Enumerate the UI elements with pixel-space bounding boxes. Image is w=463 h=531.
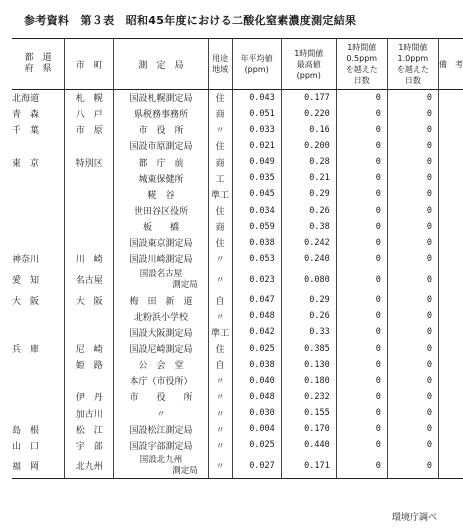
- hourly-max-cell: 0.29: [281, 186, 336, 202]
- header-station: 測 定 局: [114, 39, 209, 90]
- prefecture-cell: 東 京: [12, 158, 40, 169]
- annual-average-cell: 0.043: [232, 90, 281, 106]
- hourly-max-cell: 0.29: [281, 292, 336, 308]
- days-over-05-cell: 0: [336, 437, 387, 453]
- days-over-05-cell: 0: [336, 308, 387, 324]
- station-name-line1: 国設北九州: [139, 454, 183, 465]
- prefecture-cell: 北海道: [12, 94, 40, 105]
- days-over-05-cell: 0: [336, 267, 387, 292]
- city-cell: 北九州: [65, 453, 114, 478]
- header-use-zone: 用途 地域: [208, 39, 232, 90]
- remarks-cell: [438, 308, 463, 324]
- days-over-05-cell: 0: [336, 373, 387, 389]
- station-cell: 国設東京測定局: [114, 235, 209, 251]
- document-title: 参考資料 第３表 昭和45年度における二酸化窒素濃度測定結果: [24, 14, 357, 27]
- annual-average-cell: 0.045: [232, 186, 281, 202]
- days-over-10-cell: 0: [387, 170, 438, 186]
- remarks-cell: [438, 251, 463, 267]
- station-cell: 国設松江測定局: [114, 421, 209, 437]
- header-city: 市 町: [65, 39, 114, 90]
- annual-average-cell: 0.038: [232, 357, 281, 373]
- annual-average-cell: 0.027: [232, 453, 281, 478]
- days-over-10-cell: 0: [387, 437, 438, 453]
- city-cell: [65, 308, 114, 324]
- station-cell: 国設宇部測定局: [114, 437, 209, 453]
- city-cell: 松 江: [65, 421, 114, 437]
- remarks-cell: [438, 235, 463, 251]
- table-row: [12, 267, 463, 292]
- remarks-cell: [438, 405, 463, 421]
- hourly-max-cell: 0.130: [281, 357, 336, 373]
- city-cell: 大 阪: [65, 292, 114, 308]
- prefecture-cell: 千 葉: [12, 126, 40, 137]
- remarks-cell: [438, 138, 463, 154]
- days-over-10-cell: 0: [387, 373, 438, 389]
- city-cell: [65, 202, 114, 218]
- days-over-10-cell: 0: [387, 421, 438, 437]
- prefecture-cell: 神奈川: [12, 255, 40, 266]
- station-cell: 市 役 所: [114, 122, 209, 138]
- use-zone-cell: 〃: [208, 389, 232, 405]
- prefecture-cell: [12, 219, 65, 235]
- station-name-line2: 測定局: [172, 279, 198, 290]
- days-over-10-cell: 0: [387, 340, 438, 356]
- use-zone-cell: 〃: [208, 405, 232, 421]
- city-cell: 川 崎: [65, 251, 114, 267]
- prefecture-cell: [12, 186, 65, 202]
- days-over-05-cell: 0: [336, 138, 387, 154]
- station-cell: 板 橋: [114, 219, 209, 235]
- hourly-max-cell: 0.38: [281, 219, 336, 235]
- prefecture-cell: [12, 170, 65, 186]
- use-zone-cell: 準工: [208, 186, 232, 202]
- hourly-max-cell: 0.385: [281, 340, 336, 356]
- station-cell: 市 役 所: [114, 389, 209, 405]
- annual-average-cell: 0.059: [232, 219, 281, 235]
- station-cell: 国設市原測定局: [114, 138, 209, 154]
- prefecture-cell: [12, 357, 65, 373]
- use-zone-cell: 〃: [208, 453, 232, 478]
- station-cell: 糀 谷: [114, 186, 209, 202]
- annual-average-cell: 0.048: [232, 308, 281, 324]
- annual-average-cell: 0.023: [232, 267, 281, 292]
- station-cell: 都 庁 前: [114, 154, 209, 170]
- days-over-10-cell: 0: [387, 106, 438, 122]
- table-row: [12, 405, 463, 421]
- hourly-max-cell: 0.33: [281, 324, 336, 340]
- hourly-max-cell: 0.155: [281, 405, 336, 421]
- station-cell: 公 会 堂: [114, 357, 209, 373]
- annual-average-cell: 0.042: [232, 324, 281, 340]
- hourly-max-cell: 0.080: [281, 267, 336, 292]
- use-zone-cell: 〃: [208, 251, 232, 267]
- city-cell: [65, 138, 114, 154]
- annual-average-cell: 0.051: [232, 106, 281, 122]
- table-row: [12, 138, 463, 154]
- station-cell: 本庁（市役所）: [114, 373, 209, 389]
- days-over-05-cell: 0: [336, 340, 387, 356]
- remarks-cell: [438, 267, 463, 292]
- remarks-cell: [438, 373, 463, 389]
- hourly-max-cell: 0.26: [281, 202, 336, 218]
- days-over-05-cell: 0: [336, 292, 387, 308]
- prefecture-cell: [12, 373, 65, 389]
- station-cell: 国設尼崎測定局: [114, 340, 209, 356]
- use-zone-cell: 住: [208, 202, 232, 218]
- hourly-max-cell: 0.242: [281, 235, 336, 251]
- use-zone-cell: 工: [208, 170, 232, 186]
- remarks-cell: [438, 421, 463, 437]
- prefecture-cell: 島 根: [12, 425, 40, 436]
- remarks-cell: [438, 389, 463, 405]
- city-cell: [65, 235, 114, 251]
- prefecture-cell: [12, 138, 65, 154]
- hourly-max-cell: 0.440: [281, 437, 336, 453]
- use-zone-cell: 〃: [208, 421, 232, 437]
- station-cell: 国設大阪測定局: [114, 324, 209, 340]
- prefecture-cell: 愛 知: [12, 276, 40, 287]
- table-row: [12, 154, 463, 170]
- days-over-10-cell: 0: [387, 235, 438, 251]
- table-row: [12, 373, 463, 389]
- days-over-05-cell: 0: [336, 405, 387, 421]
- use-zone-cell: 住: [208, 235, 232, 251]
- hourly-max-cell: 0.240: [281, 251, 336, 267]
- days-over-05-cell: 0: [336, 202, 387, 218]
- prefecture-cell: 兵 庫: [12, 345, 40, 356]
- header-annual-average: 年平均値 (ppm): [232, 39, 281, 90]
- days-over-10-cell: 0: [387, 138, 438, 154]
- hourly-max-cell: 0.171: [281, 453, 336, 478]
- city-cell: [65, 219, 114, 235]
- city-cell: 姫 路: [65, 357, 114, 373]
- days-over-05-cell: 0: [336, 106, 387, 122]
- annual-average-cell: 0.021: [232, 138, 281, 154]
- remarks-cell: [438, 170, 463, 186]
- hourly-max-cell: 0.220: [281, 106, 336, 122]
- use-zone-cell: 商: [208, 154, 232, 170]
- annual-average-cell: 0.049: [232, 154, 281, 170]
- days-over-10-cell: 0: [387, 202, 438, 218]
- days-over-05-cell: 0: [336, 389, 387, 405]
- city-cell: 八 戸: [65, 106, 114, 122]
- use-zone-cell: 商: [208, 219, 232, 235]
- days-over-10-cell: 0: [387, 186, 438, 202]
- days-over-10-cell: 0: [387, 90, 438, 106]
- use-zone-cell: 商: [208, 106, 232, 122]
- use-zone-cell: 準工: [208, 324, 232, 340]
- table-row: [12, 453, 463, 478]
- station-cell: 〃: [114, 405, 209, 421]
- station-cell: [114, 267, 209, 292]
- table-row: [12, 389, 463, 405]
- city-cell: 名古屋: [65, 267, 114, 292]
- city-cell: [65, 186, 114, 202]
- days-over-05-cell: 0: [336, 154, 387, 170]
- hourly-max-cell: 0.170: [281, 421, 336, 437]
- annual-average-cell: 0.040: [232, 373, 281, 389]
- city-cell: 伊 丹: [65, 389, 114, 405]
- table-body: [12, 90, 463, 479]
- header-hourly-max: 1時間値 最高値 (ppm): [281, 39, 336, 90]
- station-cell: 国設川崎測定局: [114, 251, 209, 267]
- remarks-cell: [438, 453, 463, 478]
- remarks-cell: [438, 292, 463, 308]
- days-over-10-cell: 0: [387, 389, 438, 405]
- table-row: [12, 324, 463, 340]
- days-over-05-cell: 0: [336, 421, 387, 437]
- table-row: [12, 357, 463, 373]
- station-cell: 国設札幌測定局: [114, 90, 209, 106]
- table-row: [12, 219, 463, 235]
- prefecture-cell: 大 阪: [12, 296, 40, 307]
- city-cell: 特別区: [65, 154, 114, 170]
- table-row: [12, 437, 463, 453]
- hourly-max-cell: 0.28: [281, 154, 336, 170]
- hourly-max-cell: 0.16: [281, 122, 336, 138]
- days-over-10-cell: 0: [387, 122, 438, 138]
- table-header-row: [12, 39, 463, 90]
- prefecture-cell: [12, 405, 65, 421]
- use-zone-cell: 〃: [208, 437, 232, 453]
- use-zone-cell: 〃: [208, 267, 232, 292]
- annual-average-cell: 0.035: [232, 170, 281, 186]
- days-over-10-cell: 0: [387, 251, 438, 267]
- annual-average-cell: 0.025: [232, 340, 281, 356]
- table-row: [12, 251, 463, 267]
- annual-average-cell: 0.038: [232, 235, 281, 251]
- hourly-max-cell: 0.232: [281, 389, 336, 405]
- hourly-max-cell: 0.180: [281, 373, 336, 389]
- prefecture-cell: [12, 235, 65, 251]
- city-cell: [65, 373, 114, 389]
- days-over-05-cell: 0: [336, 357, 387, 373]
- header-days-over-10: 1時間値 1.0ppm を越えた 日数: [387, 39, 438, 90]
- table-row: [12, 235, 463, 251]
- city-cell: 市 原: [65, 122, 114, 138]
- annual-average-cell: 0.033: [232, 122, 281, 138]
- remarks-cell: [438, 122, 463, 138]
- days-over-05-cell: 0: [336, 251, 387, 267]
- station-cell: 世田谷区役所: [114, 202, 209, 218]
- annual-average-cell: 0.004: [232, 421, 281, 437]
- days-over-10-cell: 0: [387, 308, 438, 324]
- table-row: [12, 106, 463, 122]
- annual-average-cell: 0.034: [232, 202, 281, 218]
- city-cell: 宇 部: [65, 437, 114, 453]
- remarks-cell: [438, 437, 463, 453]
- hourly-max-cell: 0.200: [281, 138, 336, 154]
- table-row: [12, 202, 463, 218]
- days-over-05-cell: 0: [336, 453, 387, 478]
- source-note: 環境庁調べ: [392, 513, 438, 523]
- annual-average-cell: 0.053: [232, 251, 281, 267]
- annual-average-cell: 0.048: [232, 389, 281, 405]
- use-zone-cell: 〃: [208, 308, 232, 324]
- prefecture-cell: [12, 324, 65, 340]
- header-days-over-05: 1時間値 0.5ppm を越えた 日数: [336, 39, 387, 90]
- table-row: [12, 170, 463, 186]
- table-row: [12, 340, 463, 356]
- days-over-05-cell: 0: [336, 235, 387, 251]
- prefecture-cell: [12, 389, 65, 405]
- prefecture-cell: 福 岡: [12, 453, 65, 478]
- days-over-05-cell: 0: [336, 186, 387, 202]
- station-name-line1: 国設名古屋: [139, 268, 183, 279]
- use-zone-cell: 住: [208, 340, 232, 356]
- days-over-05-cell: 0: [336, 122, 387, 138]
- days-over-10-cell: 0: [387, 405, 438, 421]
- city-cell: 加古川: [65, 405, 114, 421]
- city-cell: [65, 170, 114, 186]
- hourly-max-cell: 0.26: [281, 308, 336, 324]
- remarks-cell: [438, 202, 463, 218]
- prefecture-cell: 青 森: [12, 110, 40, 121]
- days-over-10-cell: 0: [387, 292, 438, 308]
- days-over-10-cell: 0: [387, 267, 438, 292]
- table-row: [12, 122, 463, 138]
- days-over-05-cell: 0: [336, 324, 387, 340]
- prefecture-cell: [12, 308, 65, 324]
- remarks-cell: [438, 340, 463, 356]
- remarks-cell: [438, 324, 463, 340]
- use-zone-cell: 自: [208, 357, 232, 373]
- station-cell: 県税務事務所: [114, 106, 209, 122]
- days-over-10-cell: 0: [387, 219, 438, 235]
- use-zone-cell: 〃: [208, 122, 232, 138]
- prefecture-cell: [12, 202, 65, 218]
- days-over-10-cell: 0: [387, 324, 438, 340]
- station-cell: 城東保健所: [114, 170, 209, 186]
- city-cell: 札 幌: [65, 90, 114, 106]
- table-row: [12, 186, 463, 202]
- remarks-cell: [438, 106, 463, 122]
- days-over-05-cell: 0: [336, 170, 387, 186]
- header-prefecture: 都 道 府 県: [12, 39, 65, 90]
- city-cell: [65, 324, 114, 340]
- table-row: [12, 421, 463, 437]
- use-zone-cell: 〃: [208, 373, 232, 389]
- annual-average-cell: 0.030: [232, 405, 281, 421]
- use-zone-cell: 住: [208, 90, 232, 106]
- days-over-10-cell: 0: [387, 154, 438, 170]
- prefecture-cell: 山 口: [12, 441, 40, 452]
- hourly-max-cell: 0.177: [281, 90, 336, 106]
- days-over-05-cell: 0: [336, 219, 387, 235]
- hourly-max-cell: 0.21: [281, 170, 336, 186]
- table-row: [12, 90, 463, 106]
- header-remarks: 備 考: [438, 39, 463, 90]
- use-zone-cell: 自: [208, 292, 232, 308]
- remarks-cell: [438, 90, 463, 106]
- table-row: [12, 308, 463, 324]
- remarks-cell: [438, 219, 463, 235]
- remarks-cell: [438, 154, 463, 170]
- city-cell: 尼 崎: [65, 340, 114, 356]
- station-cell: [114, 453, 209, 478]
- use-zone-cell: 住: [208, 138, 232, 154]
- annual-average-cell: 0.025: [232, 437, 281, 453]
- station-name-line2: 測定局: [172, 465, 198, 476]
- station-cell: 梅 田 新 道: [114, 292, 209, 308]
- days-over-05-cell: 0: [336, 90, 387, 106]
- days-over-10-cell: 0: [387, 453, 438, 478]
- days-over-10-cell: 0: [387, 357, 438, 373]
- no2-results-table: [12, 38, 463, 479]
- remarks-cell: [438, 186, 463, 202]
- station-cell: 北粉浜小学校: [114, 308, 209, 324]
- table-row: [12, 292, 463, 308]
- annual-average-cell: 0.047: [232, 292, 281, 308]
- remarks-cell: [438, 357, 463, 373]
